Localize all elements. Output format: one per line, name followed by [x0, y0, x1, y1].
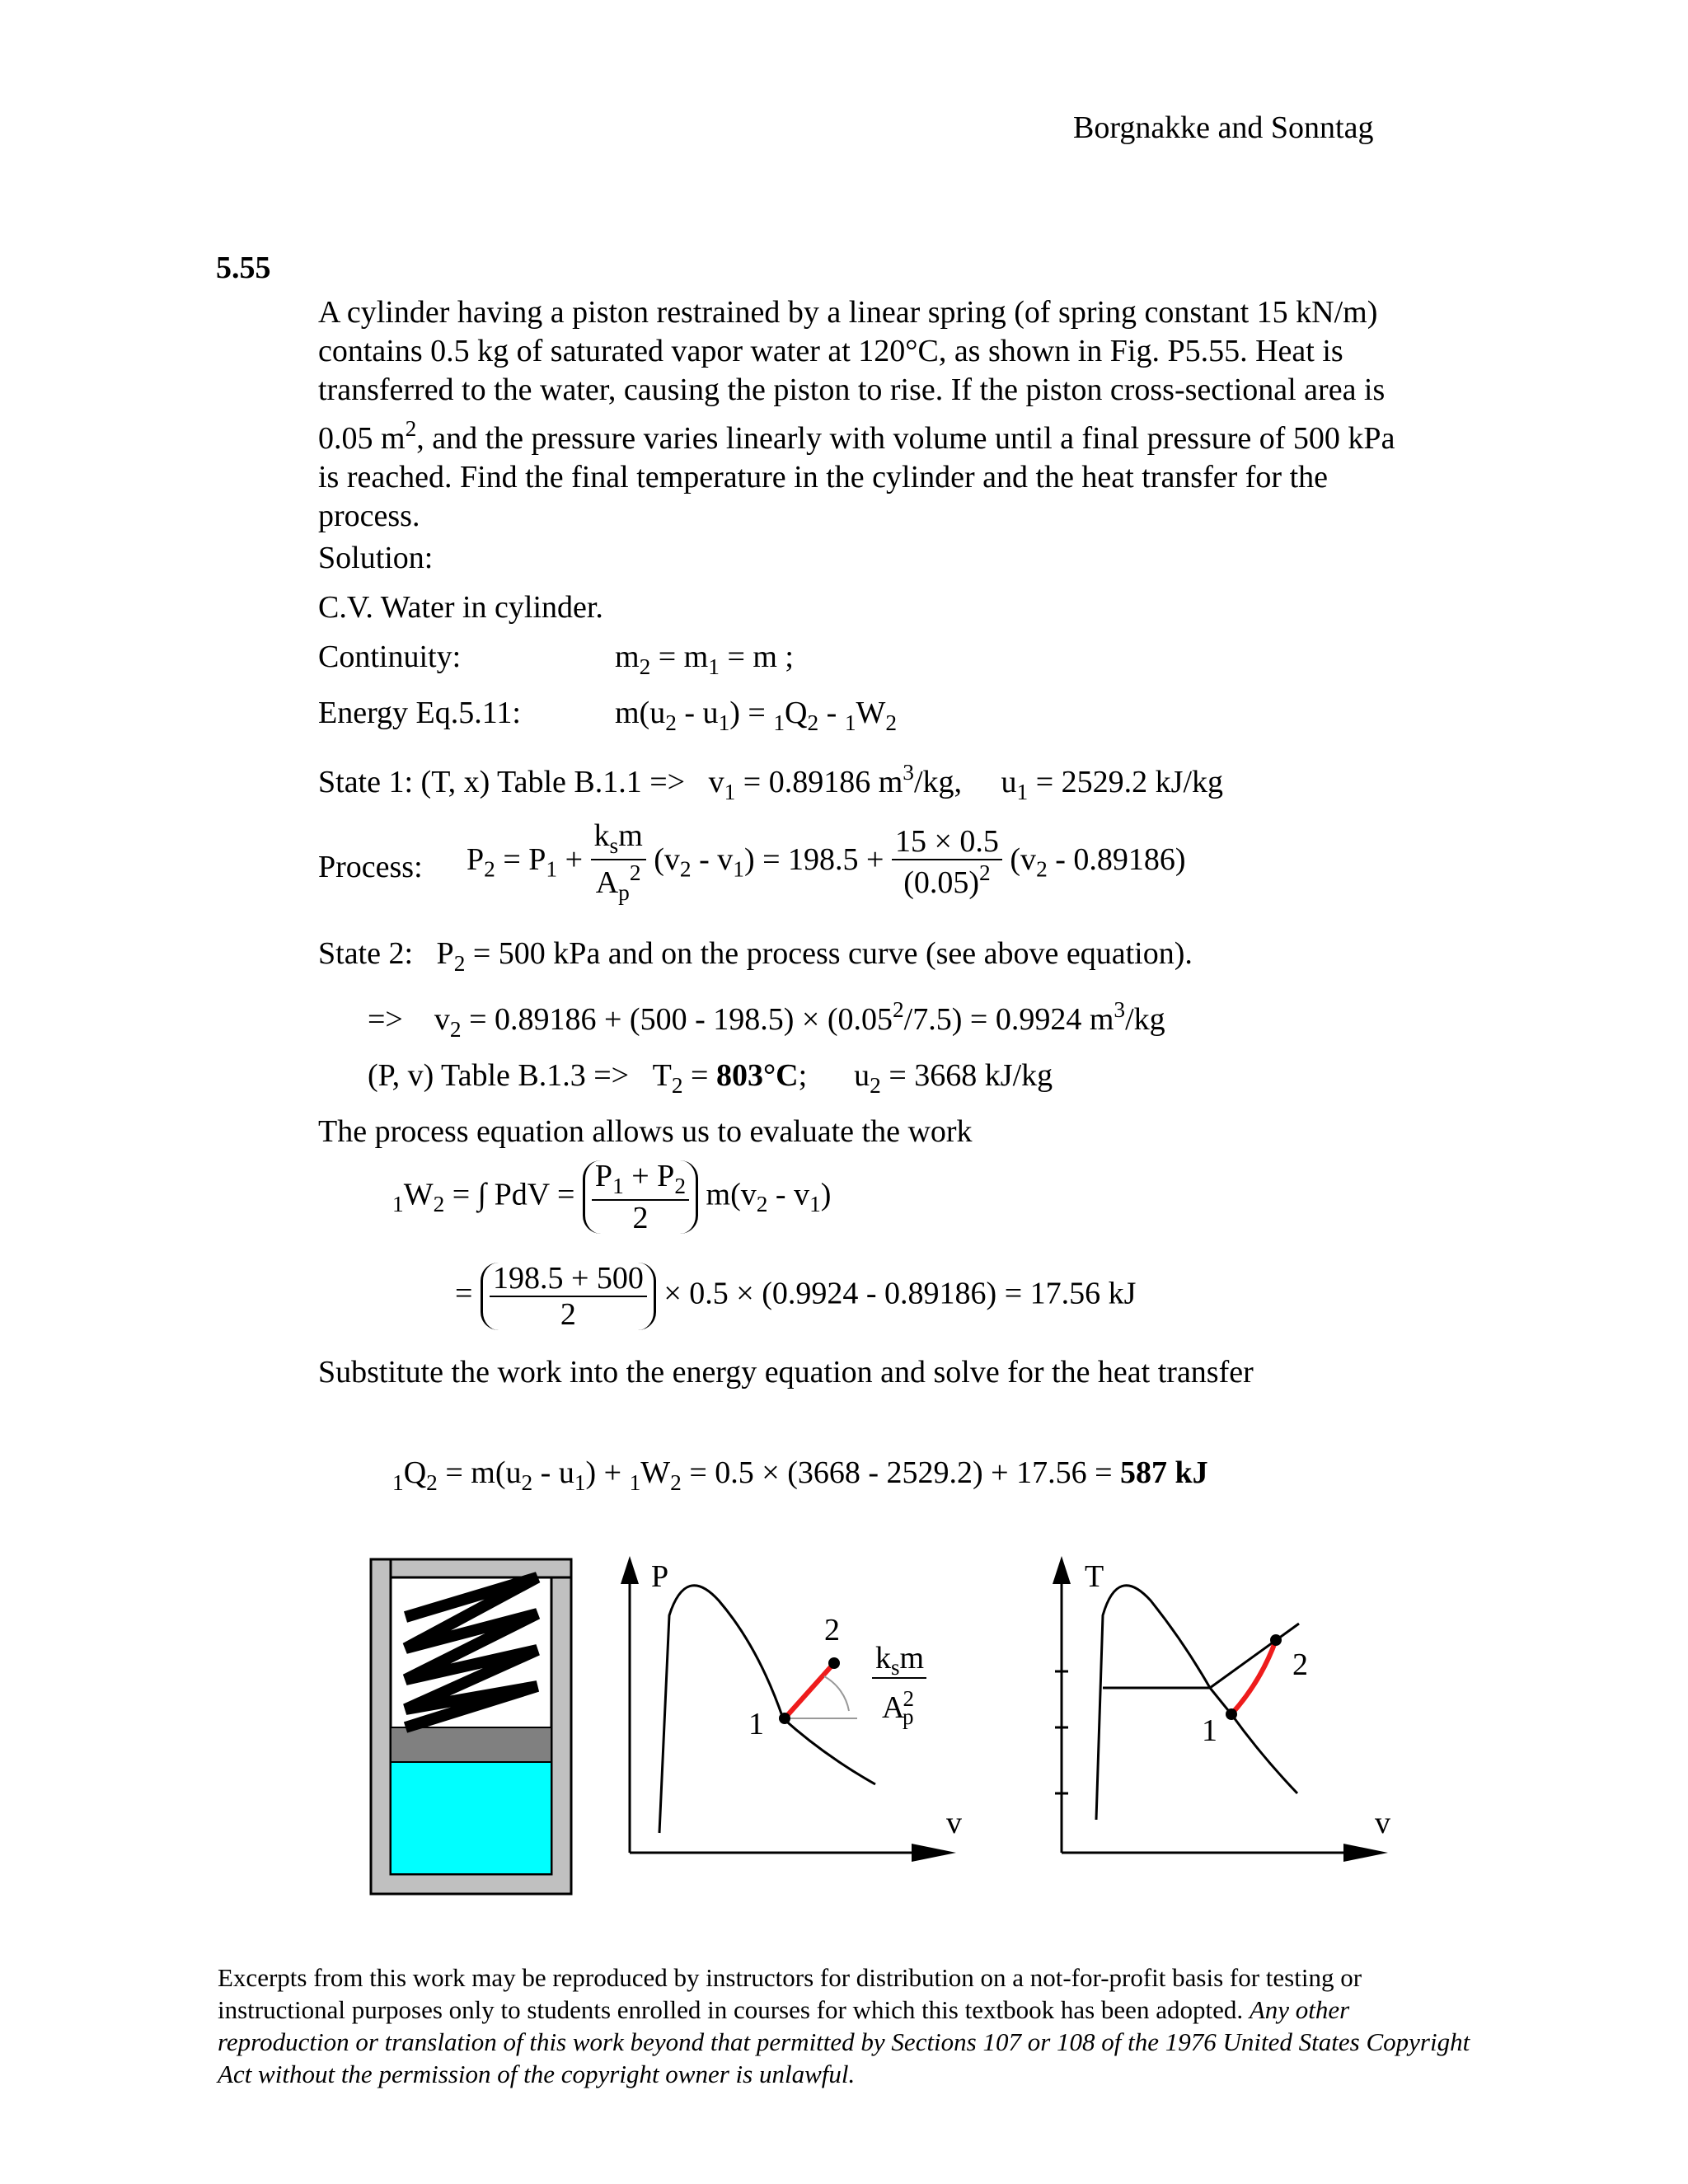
- cylinder-figure: [371, 1559, 571, 1894]
- copyright-footer: Excerpts from this work may be reproduced by instructors for distribution on a not-for-profit basis for testing or instructional purposes only to students enrolled in courses for which this textbook has been adopted. Any other reproduction or translation of this work beyond that permitted by Sections 107 or 108 of the 1976 United States Copyright Act without the permission of the copyright owner is unlawful.: [218, 1963, 1470, 2088]
- tv-state1-dot: [1226, 1708, 1237, 1720]
- pv-x-arrow: [912, 1844, 956, 1862]
- pv-axis-y-label: P: [651, 1559, 669, 1594]
- statement-line: 0.05 $m^2$, and the pressure varies linearly with volume until a final pressure of 500 kPa: [318, 416, 1395, 457]
- process-label: Process:: [318, 850, 423, 884]
- work-paren-numeric: $\frac{198.5 + 500}{2}$: [481, 1263, 656, 1330]
- heat-equation: $_1Q_2 = m(u_2 - u_1) + _1W_2 = 0.5 \times (3668 - 2529.2) + 17.56 = 587$ kJ: [392, 1455, 1208, 1495]
- state1-line: State 1: (T, x) Table $B.1.1 => v_1 = 0.89186$ $m^3/kg$, $u_1 = 2529.2$ kJ/kg: [318, 760, 1224, 804]
- header-author: Borgnakke and Sonntag: [1073, 110, 1374, 145]
- pv-y-arrow: [621, 1556, 639, 1584]
- tv-isobar-high: [1210, 1624, 1299, 1688]
- heat-intro: Substitute the work into the energy equation and solve for the heat transfer: [318, 1355, 1254, 1390]
- tv-process-line: [1231, 1640, 1276, 1714]
- tv-axis-y-label: T: [1085, 1559, 1104, 1594]
- statement-line: transferred to the water, causing the piston to rise. If the piston cross-sectional area is: [318, 373, 1386, 407]
- continuity-equation: $m_2 = m_1 = m$ ;: [615, 640, 794, 679]
- energy-equation: $m(u_2 - u_1) = _1Q_2 - _1W_2$: [615, 696, 898, 735]
- work-intro: The process equation allows us to evaluate the work: [318, 1114, 973, 1149]
- problem-number: 5.55: [216, 251, 271, 285]
- tv-axis-x-label: v: [1375, 1806, 1390, 1840]
- spring-fraction: $\frac{k_sm}{A_p^2}$: [591, 820, 646, 904]
- tv-state2-label: 2: [1292, 1647, 1308, 1682]
- statement-line: contains 0.5 kg of saturated vapor water at 120°C, as shown in Fig. P5.55. Heat is: [318, 334, 1343, 368]
- pv-state2-dot: [828, 1657, 840, 1669]
- pv-axis-x-label: v: [946, 1806, 962, 1840]
- solution-heading: Solution:: [318, 541, 434, 575]
- pv-state1-dot: [779, 1713, 790, 1724]
- pv-diagram: [621, 1556, 962, 1862]
- statement-line: is reached. Find the final temperature in the cylinder and the heat transfer for the: [318, 460, 1328, 495]
- tv-diagram: [1053, 1556, 1390, 1862]
- process-equation: $P_2 = P_1$ + $\frac{k_sm}{A_p^2}$ $(v_2 - v_1) = 198.5$ + $\frac{15 \times 0.5}{(0.05)^2}$ $(v_2 - 0.89186)$: [467, 818, 1186, 905]
- pv-saturation-dome: [659, 1586, 875, 1833]
- v2-equation: => $v_2 = 0.89186 + (500 - 198.5) \times (0.05^2/7.5) = 0.9924$ $m^3/kg$: [368, 997, 1165, 1042]
- water-region: [391, 1762, 551, 1874]
- pv-angle-arc: [824, 1676, 849, 1711]
- work-paren-symbolic: $\frac{P_1 + P_2}{2}$: [583, 1160, 698, 1234]
- pv-state1-label: 1: [748, 1707, 764, 1741]
- tv-saturation-dome: [1096, 1586, 1297, 1820]
- spring: [406, 1577, 537, 1727]
- statement-line: process.: [318, 499, 420, 534]
- energy-label: Energy Eq.5.11:: [318, 696, 521, 730]
- pv-state2-label: 2: [824, 1613, 840, 1647]
- piston: [391, 1727, 551, 1762]
- numeric-fraction: $\frac{15 \times 0.5}{(0.05)^2}$: [892, 826, 1002, 898]
- slope-denominator: A2 p: [882, 1686, 914, 1729]
- work-numeric: = $\frac{198.5 + 500}{2}$ × 0.5 × (0.9924 - 0.89186) = 17.56 kJ: [455, 1261, 1137, 1332]
- tv-state1-label: 1: [1202, 1713, 1217, 1748]
- state2-line: State 2: $P_2 = 500$ kPa and on the process curve (see above equation).: [318, 936, 1193, 976]
- pv-process-line: [785, 1663, 834, 1718]
- state2-table-lookup: (P, v) Table $B.1.3 => T_2 = 803^\circ C$; $u_2 = 3668$ kJ/kg: [368, 1058, 1053, 1098]
- slope-numerator: $k_sm$: [875, 1641, 925, 1680]
- work-equation: $_1W_2$ = ∫ PdV = $\frac{P_1 + P_2}{2}$ $m(v_2 - v_1)$: [392, 1159, 832, 1236]
- tv-x-arrow: [1343, 1844, 1388, 1862]
- cylinder-top-cap: [391, 1559, 571, 1577]
- tv-y-arrow: [1053, 1556, 1071, 1584]
- continuity-label: Continuity:: [318, 640, 462, 674]
- statement-line: A cylinder having a piston restrained by a linear spring (of spring constant 15 kN/m): [318, 295, 1378, 330]
- control-volume: C.V. Water in cylinder.: [318, 590, 603, 625]
- tv-state2-dot: [1270, 1634, 1282, 1646]
